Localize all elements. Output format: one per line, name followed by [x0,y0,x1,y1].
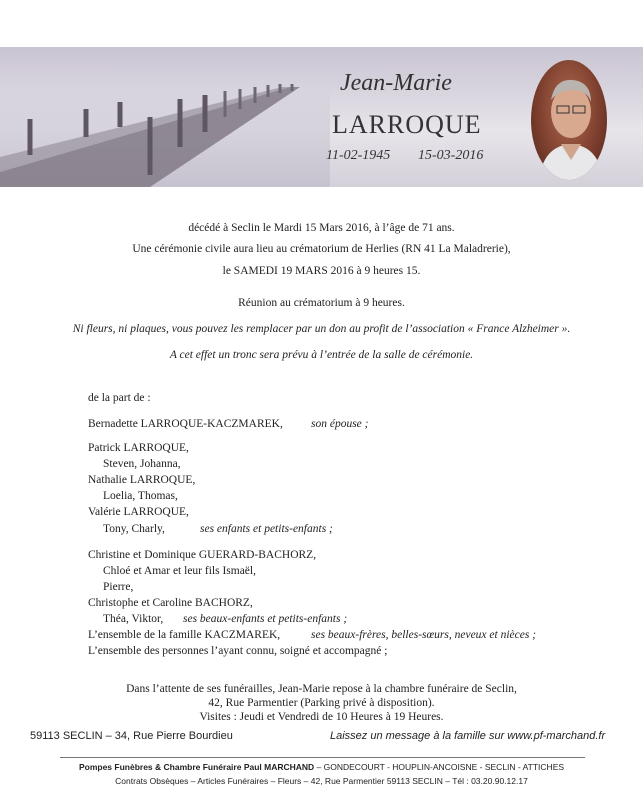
funeral-line-2: 42, Rue Parmentier (Parking privé à disposition). [208,697,435,709]
family-line: Tony, Charly, [103,523,165,535]
family-line: Théa, Viktor, [103,613,164,625]
spouse-name: Bernadette LARROQUE-KACZMAREK, [88,418,283,430]
footer-company [0,762,643,772]
family-line: Christine et Dominique GUERARD-BACHORZ, [88,549,317,561]
portrait-photo [531,60,607,180]
footer-divider [60,757,585,758]
children-role: ses enfants et petits-enfants ; [200,523,333,535]
announcement-line-1: décédé à Seclin le Mardi 15 Mars 2016, à l’âge de 71 ans. [188,222,455,234]
company-name: Pompes Funèbres & Chambre Funéraire Paul MARCHAND [78,762,315,772]
family-line: L’ensemble de la famille KACZMAREK, [88,629,281,641]
family-line: Valérie LARROQUE, [88,506,189,518]
funeral-home-address: 59113 SECLIN – 34, Rue Pierre Bourdieu [30,730,233,742]
announcement-line-6: A cet effet un tronc sera prévu à l’entrée de la salle de cérémonie. [169,349,474,361]
deceased-last-name: LARROQUE [332,110,482,139]
family-intro: de la part de : [88,392,151,404]
funeral-line-1: Dans l’attente de ses funérailles, Jean-Marie repose à la chambre funéraire de Seclin, [126,683,517,695]
death-date: 15-03-2016 [418,148,484,163]
company-locations: – GONDECOURT - HOUPLIN-ANCOISNE - SECLIN - ATTICHES [314,762,565,772]
funeral-line-3: Visites : Jeudi et Vendredi de 10 Heures à 19 Heures. [199,711,444,723]
deceased-first-name: Jean-Marie [340,70,452,96]
family-line: Patrick LARROQUE, [88,442,189,454]
announcement-line-4: Réunion au crématorium à 9 heures. [238,297,405,309]
family-line: Chloé et Amar et leur fils Ismaël, [103,565,256,577]
announcement-line-2: Une cérémonie civile aura lieu au crématorium de Herlies (RN 41 La Maladrerie), [132,243,511,255]
announcement-line-5: Ni fleurs, ni plaques, vous pouvez les remplacer par un don au profit de l’association « France Alzheimer ». [72,323,571,335]
family-line: Pierre, [103,581,134,593]
family-line: L’ensemble des personnes l’ayant connu, soigné et accompagné ; [88,645,388,657]
website-message[interactable]: Laissez un message à la famille sur www.pf-marchand.fr [330,730,606,742]
announcement-line-3: le SAMEDI 19 MARS 2016 à 9 heures 15. [222,265,421,277]
stepchildren-role: ses beaux-enfants et petits-enfants ; [183,613,348,625]
in-laws-role: ses beaux-frères, belles-sœurs, neveux et nièces ; [311,629,537,641]
birth-date: 11-02-1945 [326,148,391,163]
family-line: Nathalie LARROQUE, [88,474,196,486]
footer-services: Contrats Obsèques – Articles Funéraires – Fleurs – 42, Rue Parmentier 59113 SECLIN – Tél : 03.20.90.12.17 [115,776,528,786]
spouse-role: son épouse ; [311,418,369,430]
family-line: Loelia, Thomas, [103,490,178,502]
family-line: Christophe et Caroline BACHORZ, [88,597,253,609]
family-line: Steven, Johanna, [103,458,181,470]
